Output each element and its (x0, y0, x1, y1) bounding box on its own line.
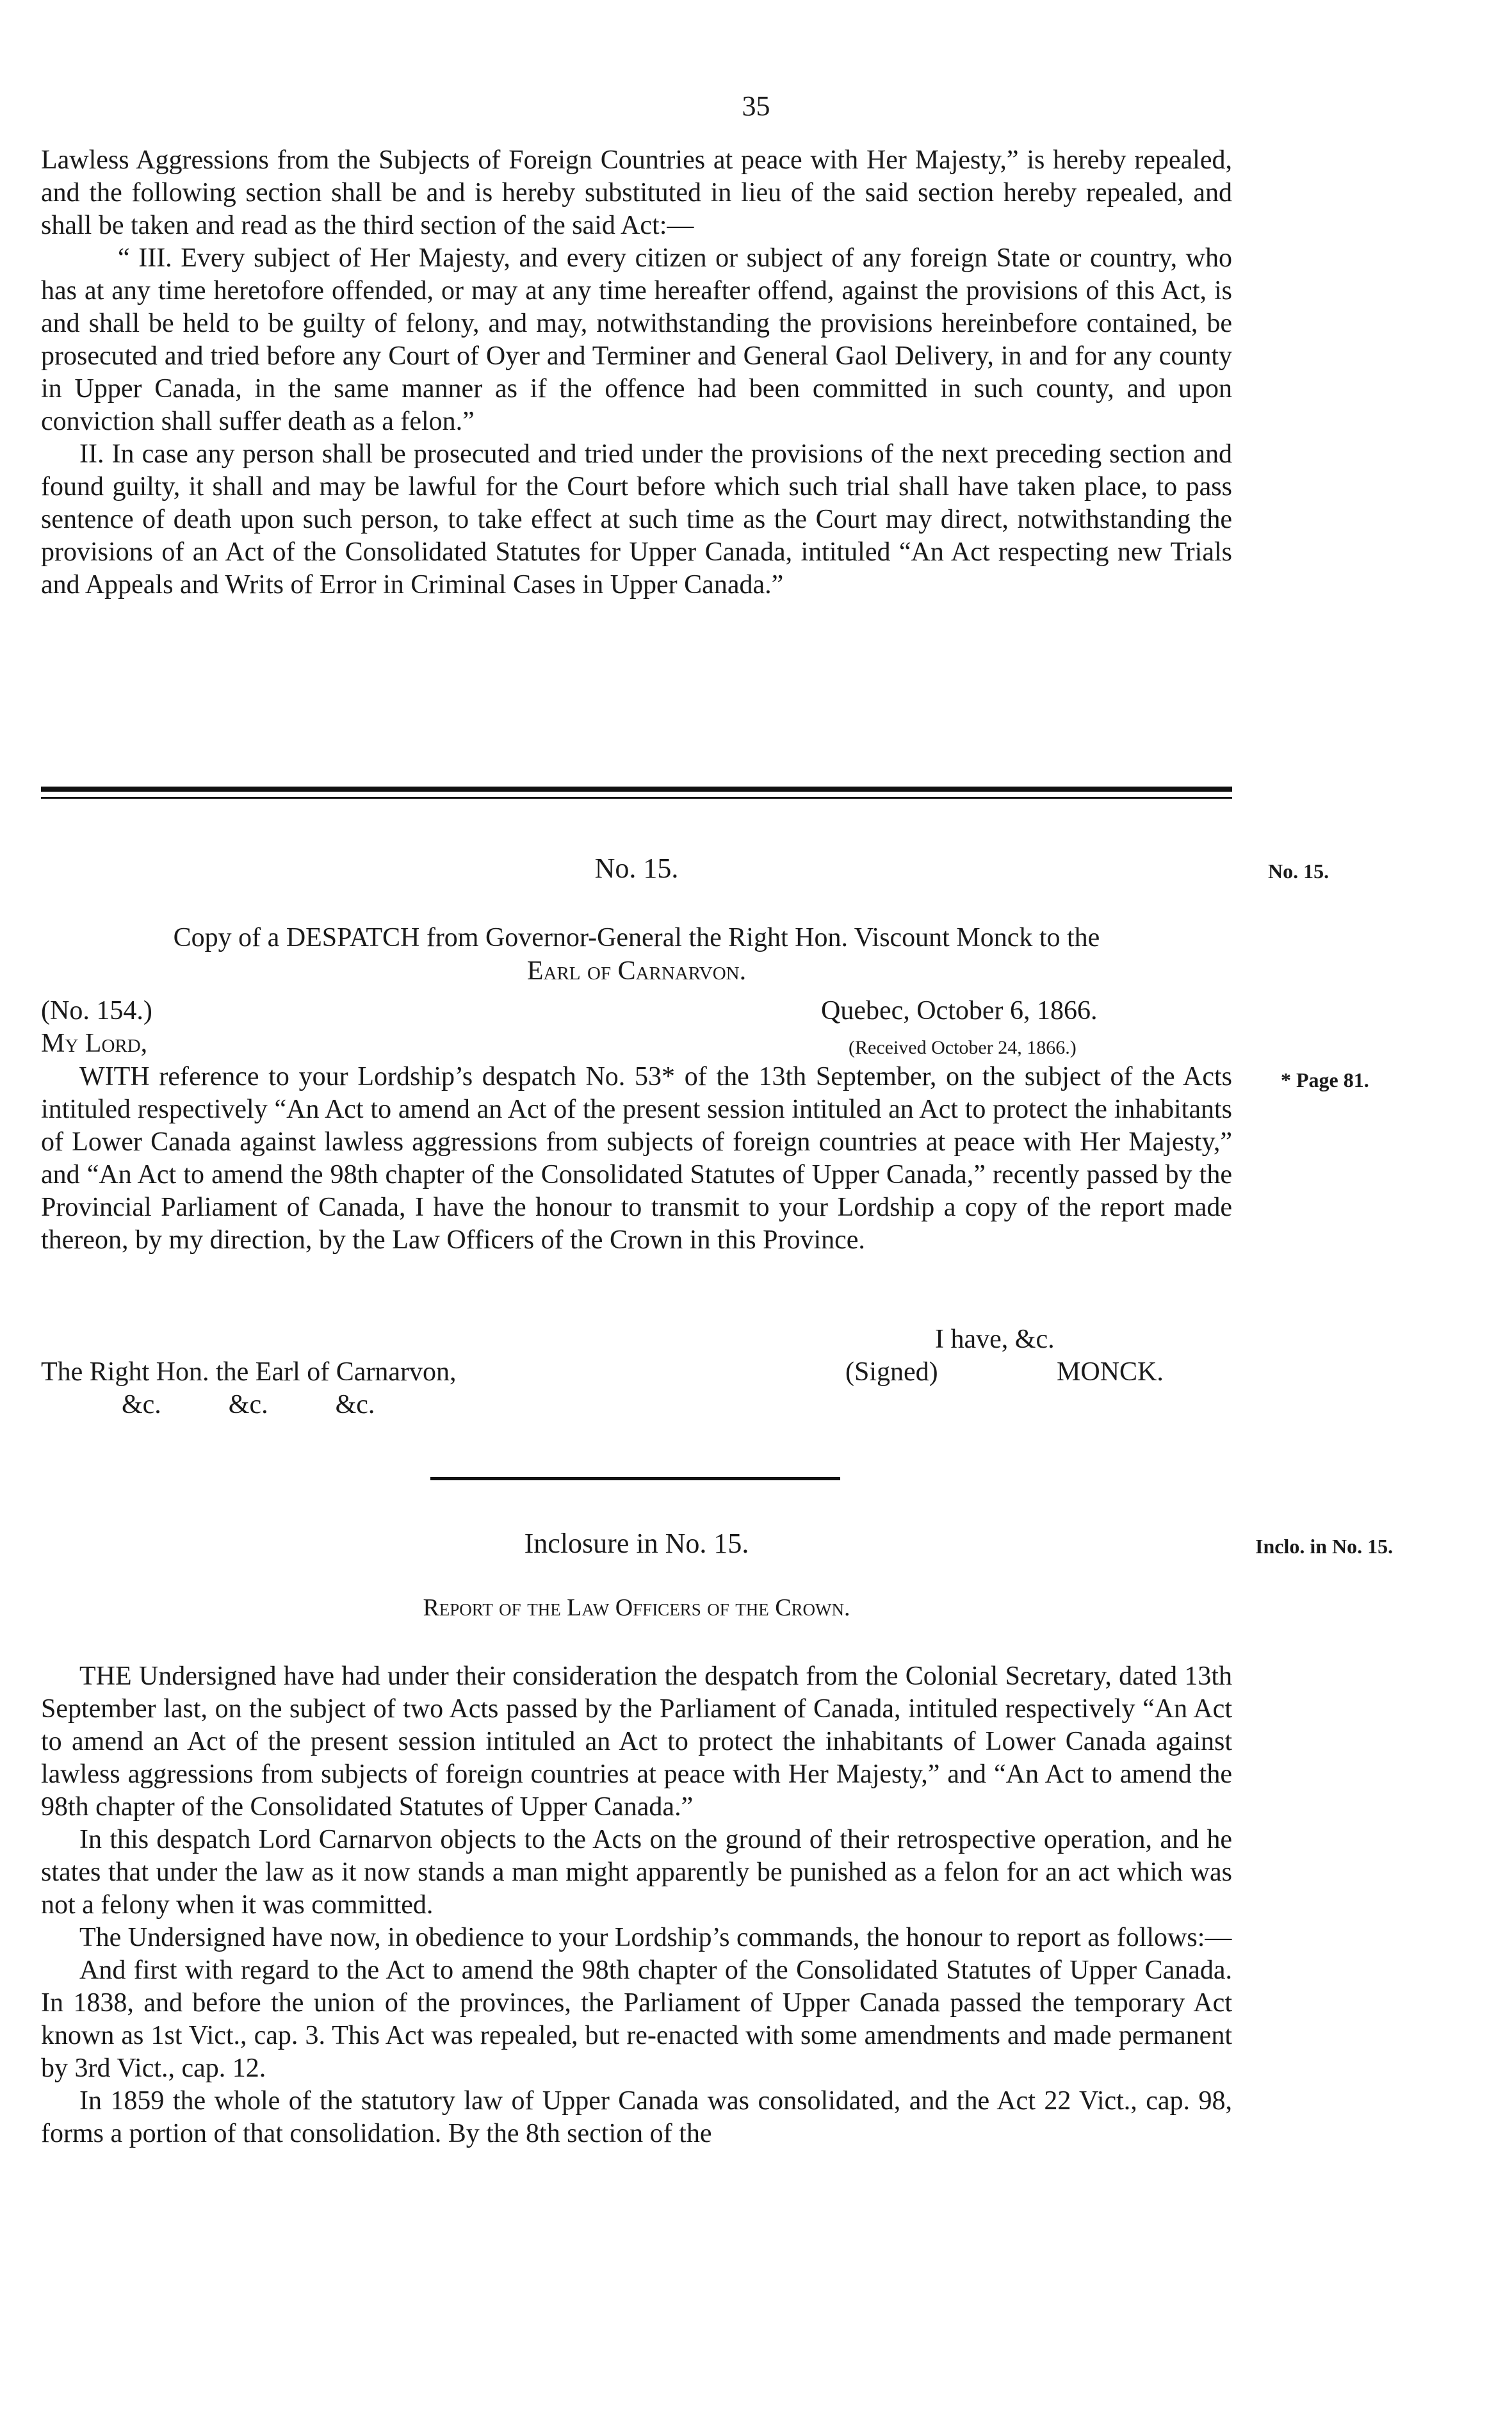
despatch-body: WITH reference to your Lordship’s despatch No. 53* of the 13th September, on the subject of the Acts intituled respectively “An Act to amend an Act of the present session intituled an Act to protect the inhabitants of Lower Canada against lawless aggressions from subjects of foreign countries at peace with Her Majesty,” and “An Act to amend the 98th chapter of the Consolidated Statutes of Upper Canada,” recently passed by the Provincial Parliament of Canada, I have the honour to transmit to your Lordship a copy of the report made thereon, by my direction, by the Law Officers of the Crown in this Province. (41, 1062, 1232, 1255)
act-text-section (41, 144, 1232, 601)
section-divider (41, 787, 1232, 792)
despatch-number: (No. 154.) (41, 996, 152, 1025)
despatch-received: (Received October 24, 1866.) (849, 1037, 1077, 1058)
report-title: Report of the Law Officers of the Crown. (423, 1594, 850, 1621)
page-number: 35 (742, 90, 770, 122)
short-divider (430, 1477, 840, 1480)
act-paragraph: Lawless Aggressions from the Subjects of Foreign Countries at peace with Her Majesty,” is hereby repealed, and the following section shall be and is hereby substituted in lieu of the said section hereby repealed, and shall be taken and read as the third section of the said Act:— (41, 145, 1232, 240)
margin-despatch-number: No. 15. (1268, 860, 1329, 883)
despatch-title-text: Copy of a DESPATCH from Governor-General the Right Hon. Viscount Monck to the (173, 923, 1100, 952)
despatch-etc: &c. &c. &c. (122, 1390, 375, 1419)
despatch-signed-label: (Signed) (845, 1357, 938, 1387)
margin-page-reference: * Page 81. (1281, 1068, 1369, 1091)
act-section-iii: “ III. Every subject of Her Majesty, and every citizen or subject of any foreign State or country, who has at any time heretofore offended, or may at any time hereafter offend, against the provisions of this Act, is and shall be held to be guilty of felony, and may, notwithstanding the provisions hereinbefore contained, be prosecuted and tried before any Court of Oyer and Terminer and General Gaol Delivery, in and for any county in Upper Canada, in the same manner as if the offence had been committed in such county, and upon conviction shall suffer death as a felon.” (41, 243, 1232, 436)
despatch-title-addressee: Earl of Carnarvon. (526, 956, 747, 986)
report-paragraph: In this despatch Lord Carnarvon objects to the Acts on the ground of their retrospective operation, and he states that under the law as it now stands a man might apparently be punished as a felon for an act which was not a felony when it was committed. (41, 1825, 1232, 1920)
margin-inclosure: Inclo. in No. 15. (1255, 1535, 1394, 1558)
report-paragraph: In 1859 the whole of the statutory law of Upper Canada was consolidated, and the Act 22 Vict., cap. 98, forms a portion of that consolidation. By the 8th section of the (41, 2086, 1232, 2148)
despatch-signature: MONCK. (1057, 1357, 1164, 1387)
act-section-ii: II. In case any person shall be prosecuted and tried under the provisions of the next preceding section and found guilty, it shall and may be lawful for the Court before which such trial shall have taken place, to pass sentence of death upon such person, to take effect at such time as the Court may direct, notwithstanding the provisions of an Act of the Consolidated Statutes for Upper Canada, intituled “An Act respecting new Trials and Appeals and Writs of Error in Criminal Cases in Upper Canada.” (41, 439, 1232, 600)
report-paragraph: THE Undersigned have had under their consideration the despatch from the Colonial Secretary, dated 13th September last, on the subject of two Acts passed by the Parliament of Canada, intituled respectively “An Act to amend an Act of the present session intituled an Act to protect the inhabitants of Lower Canada against lawless aggressions from subjects of foreign countries at peace with Her Majesty,” and “An Act to amend the 98th chapter of the Consolidated Statutes of Upper Canada.” (41, 1662, 1232, 1822)
report-paragraph: And first with regard to the Act to amend the 98th chapter of the Consolidated Statutes of Upper Canada. In 1838, and before the union of the provinces, the Parliament of Upper Canada passed the temporary Act known as 1st Vict., cap. 3. This Act was repealed, but re-enacted with some amendments and made permanent by 3rd Vict., cap. 12. (41, 1956, 1232, 2083)
section-divider-thin (41, 797, 1232, 799)
despatch-closing: I have, &c. (935, 1325, 1055, 1354)
despatch-addressee: The Right Hon. the Earl of Carnarvon, (41, 1357, 457, 1387)
inclosure-heading: Inclosure in No. 15. (524, 1528, 749, 1559)
report-paragraph: The Undersigned have now, in obedience to your Lordship’s commands, the honour to report as follows:— (79, 1923, 1232, 1952)
despatch-heading: No. 15. (594, 853, 679, 884)
despatch-salutation: My Lord, (41, 1029, 148, 1058)
despatch-title-line1 (41, 922, 1232, 953)
despatch-title-line2 (41, 956, 1232, 986)
report-body (41, 1660, 1232, 2150)
despatch-place-date: Quebec, October 6, 1866. (821, 996, 1098, 1025)
